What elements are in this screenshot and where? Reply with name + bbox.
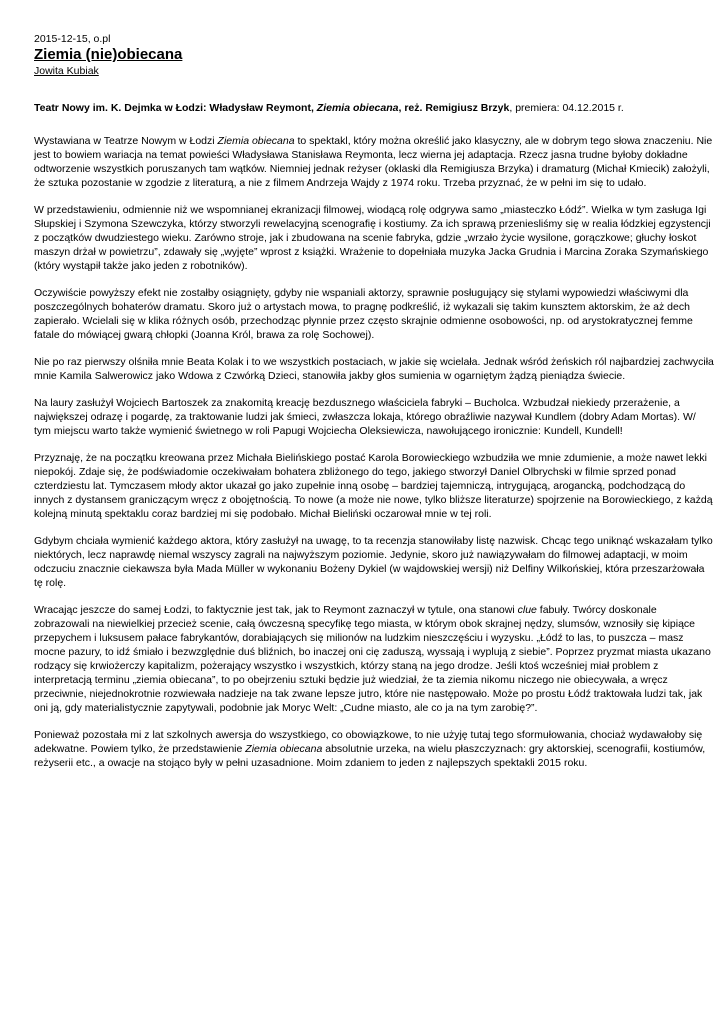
paragraph-text: Przyznaję, że na początku kreowana przez Michała Bielińskiego postać Karola Borowieckiego wzbudziła we mnie zdumienie, a może nawet lekki niepokój. Zdaje się, że podświadomie oczekiwałam bohatera zbliżonego do tego, jakiego stworzył Daniel Olbrychski w filmie sprzed ponad czterdziestu lat. Tymczasem młody aktor ukazał go jako zupełnie inną osobę – bardziej tajemniczą, intrygującą, arogancką, podchodzącą do innych z dystansem graniczącym wręcz z obojętnością. To nowe (a może nie nowe, tylko bliższe literaturze) spojrzenie na Borowieckiego, z każdą kolejną minutą spektaklu coraz bardziej mi się podobało. Michał Bieliński oczarował mnie w tej roli.: [34, 452, 713, 520]
article-title: Ziemia (nie)obiecana: [34, 46, 183, 63]
paragraph-text: Nie po raz pierwszy olśniła mnie Beata Kolak i to we wszystkich postaciach, w jakie się wcielała. Jednak wśród żeńskich ról najbardziej zachwyciła mnie Kamila Salwerowicz jako Wdowa z Czwórką Dzieci, stanowiła jakby głos sumienia w ogarniętym żądzą pieniądza świecie.: [34, 356, 714, 382]
paragraph: [34, 603, 714, 715]
italic-text: clue: [517, 604, 537, 616]
lead-director: , reż. Remigiusz Brzyk: [398, 102, 510, 114]
article-body: [34, 134, 714, 770]
paragraph-text: Oczywiście powyższy efekt nie zostałby osiągnięty, gdyby nie wspaniali aktorzy, sprawnie posługujący się stylami wypowiedzi właściwymi dla poszczególnych bohaterów dramatu. Skoro już o artystach mowa, to pragnę podkreślić, iż wykazali się takim kunsztem aktorskim, że aż dech zapierało. Wcielali się w klika różnych osób, przechodząc płynnie przez często skrajnie odmienne osobowości, np. od arystokratycznej femme fatale do mówiącej gwarą chłopki (Joanna Król, brawa za rolę Sochowej).: [34, 287, 693, 341]
paragraph: [34, 286, 714, 342]
paragraph: [34, 355, 714, 383]
paragraph-text: Wystawiana w Teatrze Nowym w Łodzi: [34, 135, 218, 147]
author-link[interactable]: Jowita Kubiak: [34, 65, 99, 77]
paragraph-text: absolutnie urzeka, na wielu płaszczyznach: gry aktorskiej, scenografii, kostiumów, reżyserii etc., a owacje na stojąco były w pełni uzasadnione. Moim zdaniem to jeden z najlepszych spektakli 2015 roku.: [34, 743, 706, 769]
date-source: 2015-12-15, o.pl: [34, 33, 111, 45]
paragraph: [34, 203, 714, 273]
paragraph: [34, 728, 714, 770]
lead-play-title: Ziemia obiecana: [316, 102, 399, 114]
paragraph-text: W przedstawieniu, odmiennie niż we wspomnianej ekranizacji filmowej, wiodącą rolę odgrywa samo „miasteczko Łódź”. Wielka w tym zasługa Igi Słupskiej i Szymona Szewczyka, którzy stworzyli rewelacyjną scenografię i kostiumy. Za ich sprawą przeniesliśmy się w realia łódzkiej egzystencji z początków dwudziestego wieku. Zarówno stroje, jak i zbudowana na scenie fabryka, gdzie „wrzało życie wysilone, gorączkowe; głuchy łoskot maszyn drżał w powietrzu”, zdawały się „wyjęte” wprost z książki. Wrażenie to dopełniała muzyka Jacka Grudnia i Marcina Zoraka Szymańskiego (który wystąpił także jako jeden z robotników).: [34, 204, 711, 272]
paragraph-text: to spektakl, który można określić jako klasyczny, ale w dobrym tego słowa znaczeniu. Nie jest to bowiem wariacja na temat powieści Władysława Stanisława Reymonta, lecz wierna jej adaptacja. Rzecz jasna trudne byłoby dokładne odtworzenie wszystkich poruszanych tam wątków. Niemniej jednak reżyser (oklaski dla Remigiusza Brzyka) i dramaturg (Michał Kmiecik) założyli, że sztuka pozostanie w zgodzie z literaturą, a nie z filmem Andrzeja Wajdy z 1974 roku. Trzeba przyznać, że w pełni im się to udało.: [34, 135, 713, 189]
article: [34, 33, 714, 770]
paragraph: [34, 134, 714, 190]
paragraph-text: Gdybym chciała wymienić każdego aktora, który zasłużył na uwagę, to ta recenzja stanowiłaby listę nazwisk. Chcąc tego uniknąć wskazałam tylko niektórych, lecz naprawdę niemal wszyscy zagrali na najwyższym poziomie. Jedynie, skoro już nawiązywałam do filmowej adaptacji, w moim odczuciu znacznie ciekawsza była Mada Müller w wykonaniu Bożeny Dykiel (w wajdowskiej wersji) niż Delfiny Wilkońskiej, która przeszarżowała tę rolę.: [34, 535, 713, 589]
paragraph-text: Wracając jeszcze do samej Łodzi, to faktycznie jest tak, jak to Reymont zaznaczył w tytule, ona stanowi: [34, 604, 518, 616]
paragraph-text: Ponieważ pozostała mi z lat szkolnych awersja do wszystkiego, co obowiązkowe, to nie użyję tutaj tego sformułowania, chociaż wydawałoby się adekwatne. Powiem tylko, że przedstawienie: [34, 729, 703, 755]
italic-text: Ziemia obiecana: [217, 135, 295, 147]
paragraph: [34, 534, 714, 590]
italic-text: Ziemia obiecana: [245, 743, 323, 755]
paragraph: [34, 451, 714, 521]
lead-line: [34, 102, 714, 115]
lead-theatre: Teatr Nowy im. K. Dejmka w Łodzi: Władysław Reymont,: [34, 102, 317, 114]
lead-premiere: , premiera: 04.12.2015 r.: [509, 102, 624, 114]
paragraph-text: fabuły. Twórcy doskonale zobrazowali na niewielkiej przecież scenie, całą ówczesną specyfikę tego miasta, w którym obok skrajnej nędzy, slumsów, wznosiły się kipiące przepychem i luksusem pałace fabrykantów, dorabiających się milionów na ludzkim nieszczęściu i wyzysku. „Łódź to las, to puszcza – masz mocne pazury, to idź śmiało i bezwzględnie duś bliźnich, bo inaczej oni cię zaduszą, wyssają i wyplują z siebie”. Poprzez pryzmat miasta ukazano rodzący się krwiożerczy kapitalizm, pożerający wszystko i wszystkich, którzy staną na jego drodze. Jeśli ktoś wcześniej miał problem z interpretacją terminu „ziemia obiecana”, to po obejrzeniu sztuki będzie już wiedział, że ta ziemia nikomu niczego nie obiecywała, a wręcz przeciwnie, niejednokrotnie rozwiewała nadzieje na tak zwane lepsze jutro, które nie następowało. Może po prostu Łódź traktowała ludzi tak, jak oni ją, gdy materialistycznie zapytywali, podobnie jak Moryc Welt: „Cudne miasto, ale co ja na tym zarobię?”.: [34, 604, 711, 714]
paragraph-text: Na laury zasłużył Wojciech Bartoszek za znakomitą kreację bezdusznego właściciela fabryki – Bucholca. Wzbudzał niekiedy przerażenie, a największej odrazę i pogardę, za traktowanie ludzi jak śmieci, zwłaszcza lokaja, którego obraźliwie nazywał Kundlem (dobry Adam Mortas). W/ tym miejscu warto także wymienić świetnego w roli Papugi Wojciecha Oleksiewicza, nawołującego ironicznie: Kundell, Kundell!: [34, 397, 696, 437]
paragraph: [34, 396, 714, 438]
